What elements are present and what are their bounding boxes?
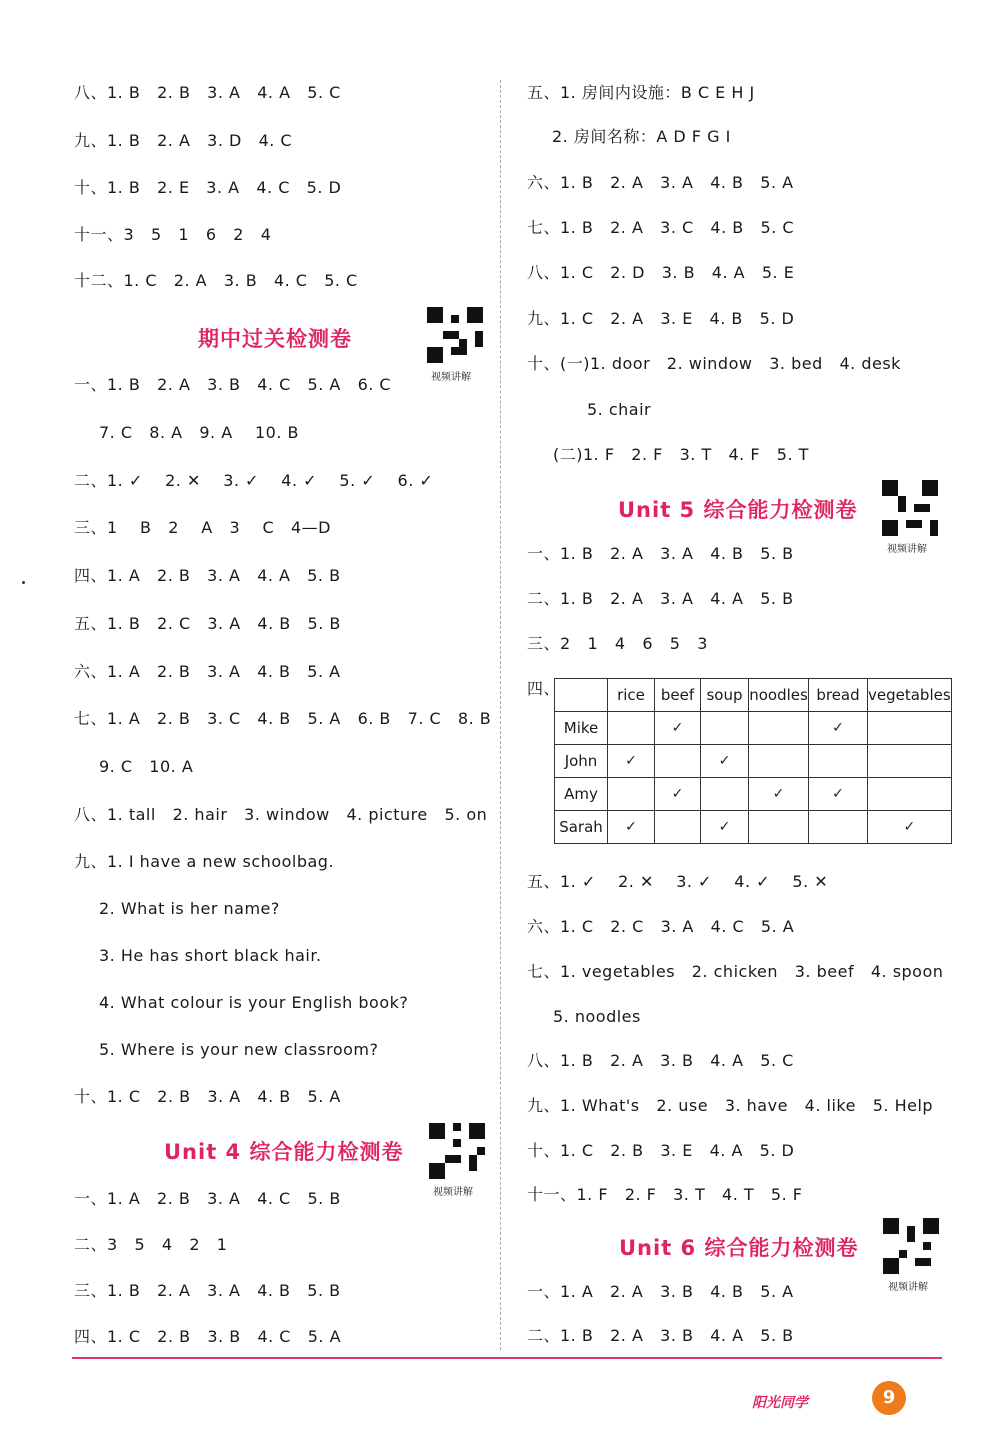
answer-line: 5. noodles	[553, 1007, 641, 1026]
table-cell	[749, 745, 809, 778]
answer-line: 2. 房间名称：A D F G I	[552, 127, 731, 146]
section-title-midterm: 期中过关检测卷	[198, 327, 352, 351]
table-row	[555, 745, 952, 778]
answer-line: 一、1. B 2. A 3. B 4. C 5. A 6. C	[74, 375, 392, 394]
table-cell: ✓	[655, 778, 701, 811]
table-cell	[868, 778, 952, 811]
qr-code-icon[interactable]	[427, 307, 483, 363]
stray-dot	[22, 581, 25, 584]
table-header-row	[555, 679, 952, 712]
column-divider	[500, 80, 501, 1350]
answer-line: 5. chair	[587, 400, 652, 419]
table-cell	[701, 778, 749, 811]
answer-line: 一、1. B 2. A 3. A 4. B 5. B	[527, 544, 794, 563]
table-cell: ✓	[655, 712, 701, 745]
answer-line: 六、1. C 2. C 3. A 4. C 5. A	[527, 917, 795, 936]
section-title-unit6: Unit 6 综合能力检测卷	[619, 1236, 859, 1260]
table-cell	[868, 745, 952, 778]
answer-line: 7. C 8. A 9. A 10. B	[99, 423, 299, 442]
answer-line: 四、	[527, 679, 561, 698]
table-cell	[809, 811, 868, 844]
table-row-name: Amy	[555, 778, 608, 811]
answer-line: 十、(一)1. door 2. window 3. bed 4. desk	[527, 354, 901, 373]
answer-line: 四、1. A 2. B 3. A 4. A 5. B	[74, 566, 341, 585]
answer-line: 九、1. C 2. A 3. E 4. B 5. D	[527, 309, 795, 328]
qr-code-icon[interactable]	[882, 480, 938, 536]
table-cell: ✓	[809, 712, 868, 745]
table-cell: ✓	[608, 745, 655, 778]
qr-code-icon[interactable]	[429, 1123, 485, 1179]
qr-label: 视频讲解	[431, 372, 471, 383]
table-header-cell: beef	[655, 679, 701, 712]
table-cell: ✓	[608, 811, 655, 844]
answer-line: 九、1. I have a new schoolbag.	[74, 852, 335, 871]
table-row	[555, 811, 952, 844]
table-cell: ✓	[868, 811, 952, 844]
answer-line: 八、1. tall 2. hair 3. window 4. picture 5. on	[74, 805, 488, 824]
table-cell	[655, 811, 701, 844]
table-cell	[701, 712, 749, 745]
table-row-name: Mike	[555, 712, 608, 745]
answer-line: 2. What is her name?	[99, 899, 280, 918]
brand-logo: 阳光同学	[752, 1395, 808, 1411]
answer-line: 九、1. What's 2. use 3. have 4. like 5. Help	[527, 1096, 934, 1115]
qr-label: 视频讲解	[433, 1187, 473, 1198]
answer-line: 二、1. B 2. A 3. A 4. A 5. B	[527, 589, 794, 608]
table-cell	[608, 712, 655, 745]
answer-line: 三、1. B 2. A 3. A 4. B 5. B	[74, 1281, 341, 1300]
table-cell	[655, 745, 701, 778]
answer-line: 十、1. C 2. B 3. E 4. A 5. D	[527, 1141, 795, 1160]
table-header-cell: soup	[701, 679, 749, 712]
answer-line: 9. C 10. A	[99, 757, 194, 776]
answer-line: 九、1. B 2. A 3. D 4. C	[74, 131, 293, 150]
table-row	[555, 712, 952, 745]
answer-line: 5. Where is your new classroom?	[99, 1040, 379, 1059]
answer-line: 七、1. B 2. A 3. C 4. B 5. C	[527, 218, 795, 237]
table-cell	[809, 745, 868, 778]
answer-line: 十一、3 5 1 6 2 4	[74, 225, 272, 244]
table-cell: ✓	[701, 745, 749, 778]
table-header-cell	[555, 679, 608, 712]
answer-line: 三、1 B 2 A 3 C 4—D	[74, 518, 331, 537]
table-row	[555, 778, 952, 811]
answer-line: 二、1. B 2. A 3. B 4. A 5. B	[527, 1326, 794, 1345]
qr-label: 视频讲解	[887, 544, 927, 555]
table-cell	[749, 712, 809, 745]
answer-line: 七、1. A 2. B 3. C 4. B 5. A 6. B 7. C 8. B	[74, 709, 492, 728]
table-cell: ✓	[701, 811, 749, 844]
answer-line: 五、1. B 2. C 3. A 4. B 5. B	[74, 614, 341, 633]
answer-line: 三、2 1 4 6 5 3	[527, 634, 708, 653]
answer-line: 七、1. vegetables 2. chicken 3. beef 4. spoon	[527, 962, 944, 981]
table-cell	[749, 811, 809, 844]
answer-line: 二、3 5 4 2 1	[74, 1235, 228, 1254]
answer-line: 4. What colour is your English book?	[99, 993, 409, 1012]
table-cell	[868, 712, 952, 745]
answer-line: (二)1. F 2. F 3. T 4. F 5. T	[553, 445, 809, 464]
qr-label: 视频讲解	[888, 1282, 928, 1293]
answer-line: 六、1. B 2. A 3. A 4. B 5. A	[527, 173, 794, 192]
table-row-name: Sarah	[555, 811, 608, 844]
table-header-cell: bread	[809, 679, 868, 712]
food-preference-table	[554, 678, 952, 844]
answer-line: 十一、1. F 2. F 3. T 4. T 5. F	[527, 1185, 803, 1204]
answer-line: 一、1. A 2. B 3. A 4. C 5. B	[74, 1189, 341, 1208]
qr-code-icon[interactable]	[883, 1218, 939, 1274]
section-title-unit5: Unit 5 综合能力检测卷	[618, 498, 858, 522]
answer-line: 四、1. C 2. B 3. B 4. C 5. A	[74, 1327, 342, 1346]
table-cell: ✓	[809, 778, 868, 811]
table-header-cell: noodles	[749, 679, 809, 712]
answer-line: 八、1. B 2. A 3. B 4. A 5. C	[527, 1051, 794, 1070]
answer-line: 六、1. A 2. B 3. A 4. B 5. A	[74, 662, 341, 681]
answer-line: 十、1. B 2. E 3. A 4. C 5. D	[74, 178, 342, 197]
answer-line: 一、1. A 2. A 3. B 4. B 5. A	[527, 1282, 794, 1301]
table-cell: ✓	[749, 778, 809, 811]
answer-line: 十二、1. C 2. A 3. B 4. C 5. C	[74, 271, 358, 290]
table-header-cell: vegetables	[868, 679, 952, 712]
answer-line: 3. He has short black hair.	[99, 946, 322, 965]
answer-line: 五、1. 房间内设施：B C E H J	[527, 83, 755, 102]
answer-line: 八、1. B 2. B 3. A 4. A 5. C	[74, 83, 341, 102]
page-number: 9	[872, 1381, 906, 1415]
table-header-cell: rice	[608, 679, 655, 712]
footer-rule	[72, 1357, 942, 1359]
answer-line: 八、1. C 2. D 3. B 4. A 5. E	[527, 263, 795, 282]
section-title-unit4: Unit 4 综合能力检测卷	[164, 1140, 404, 1164]
table-cell	[608, 778, 655, 811]
table-row-name: John	[555, 745, 608, 778]
answer-line: 五、1. ✓ 2. ✕ 3. ✓ 4. ✓ 5. ✕	[527, 872, 829, 891]
answer-line: 二、1. ✓ 2. ✕ 3. ✓ 4. ✓ 5. ✓ 6. ✓	[74, 471, 434, 490]
answer-line: 十、1. C 2. B 3. A 4. B 5. A	[74, 1087, 341, 1106]
